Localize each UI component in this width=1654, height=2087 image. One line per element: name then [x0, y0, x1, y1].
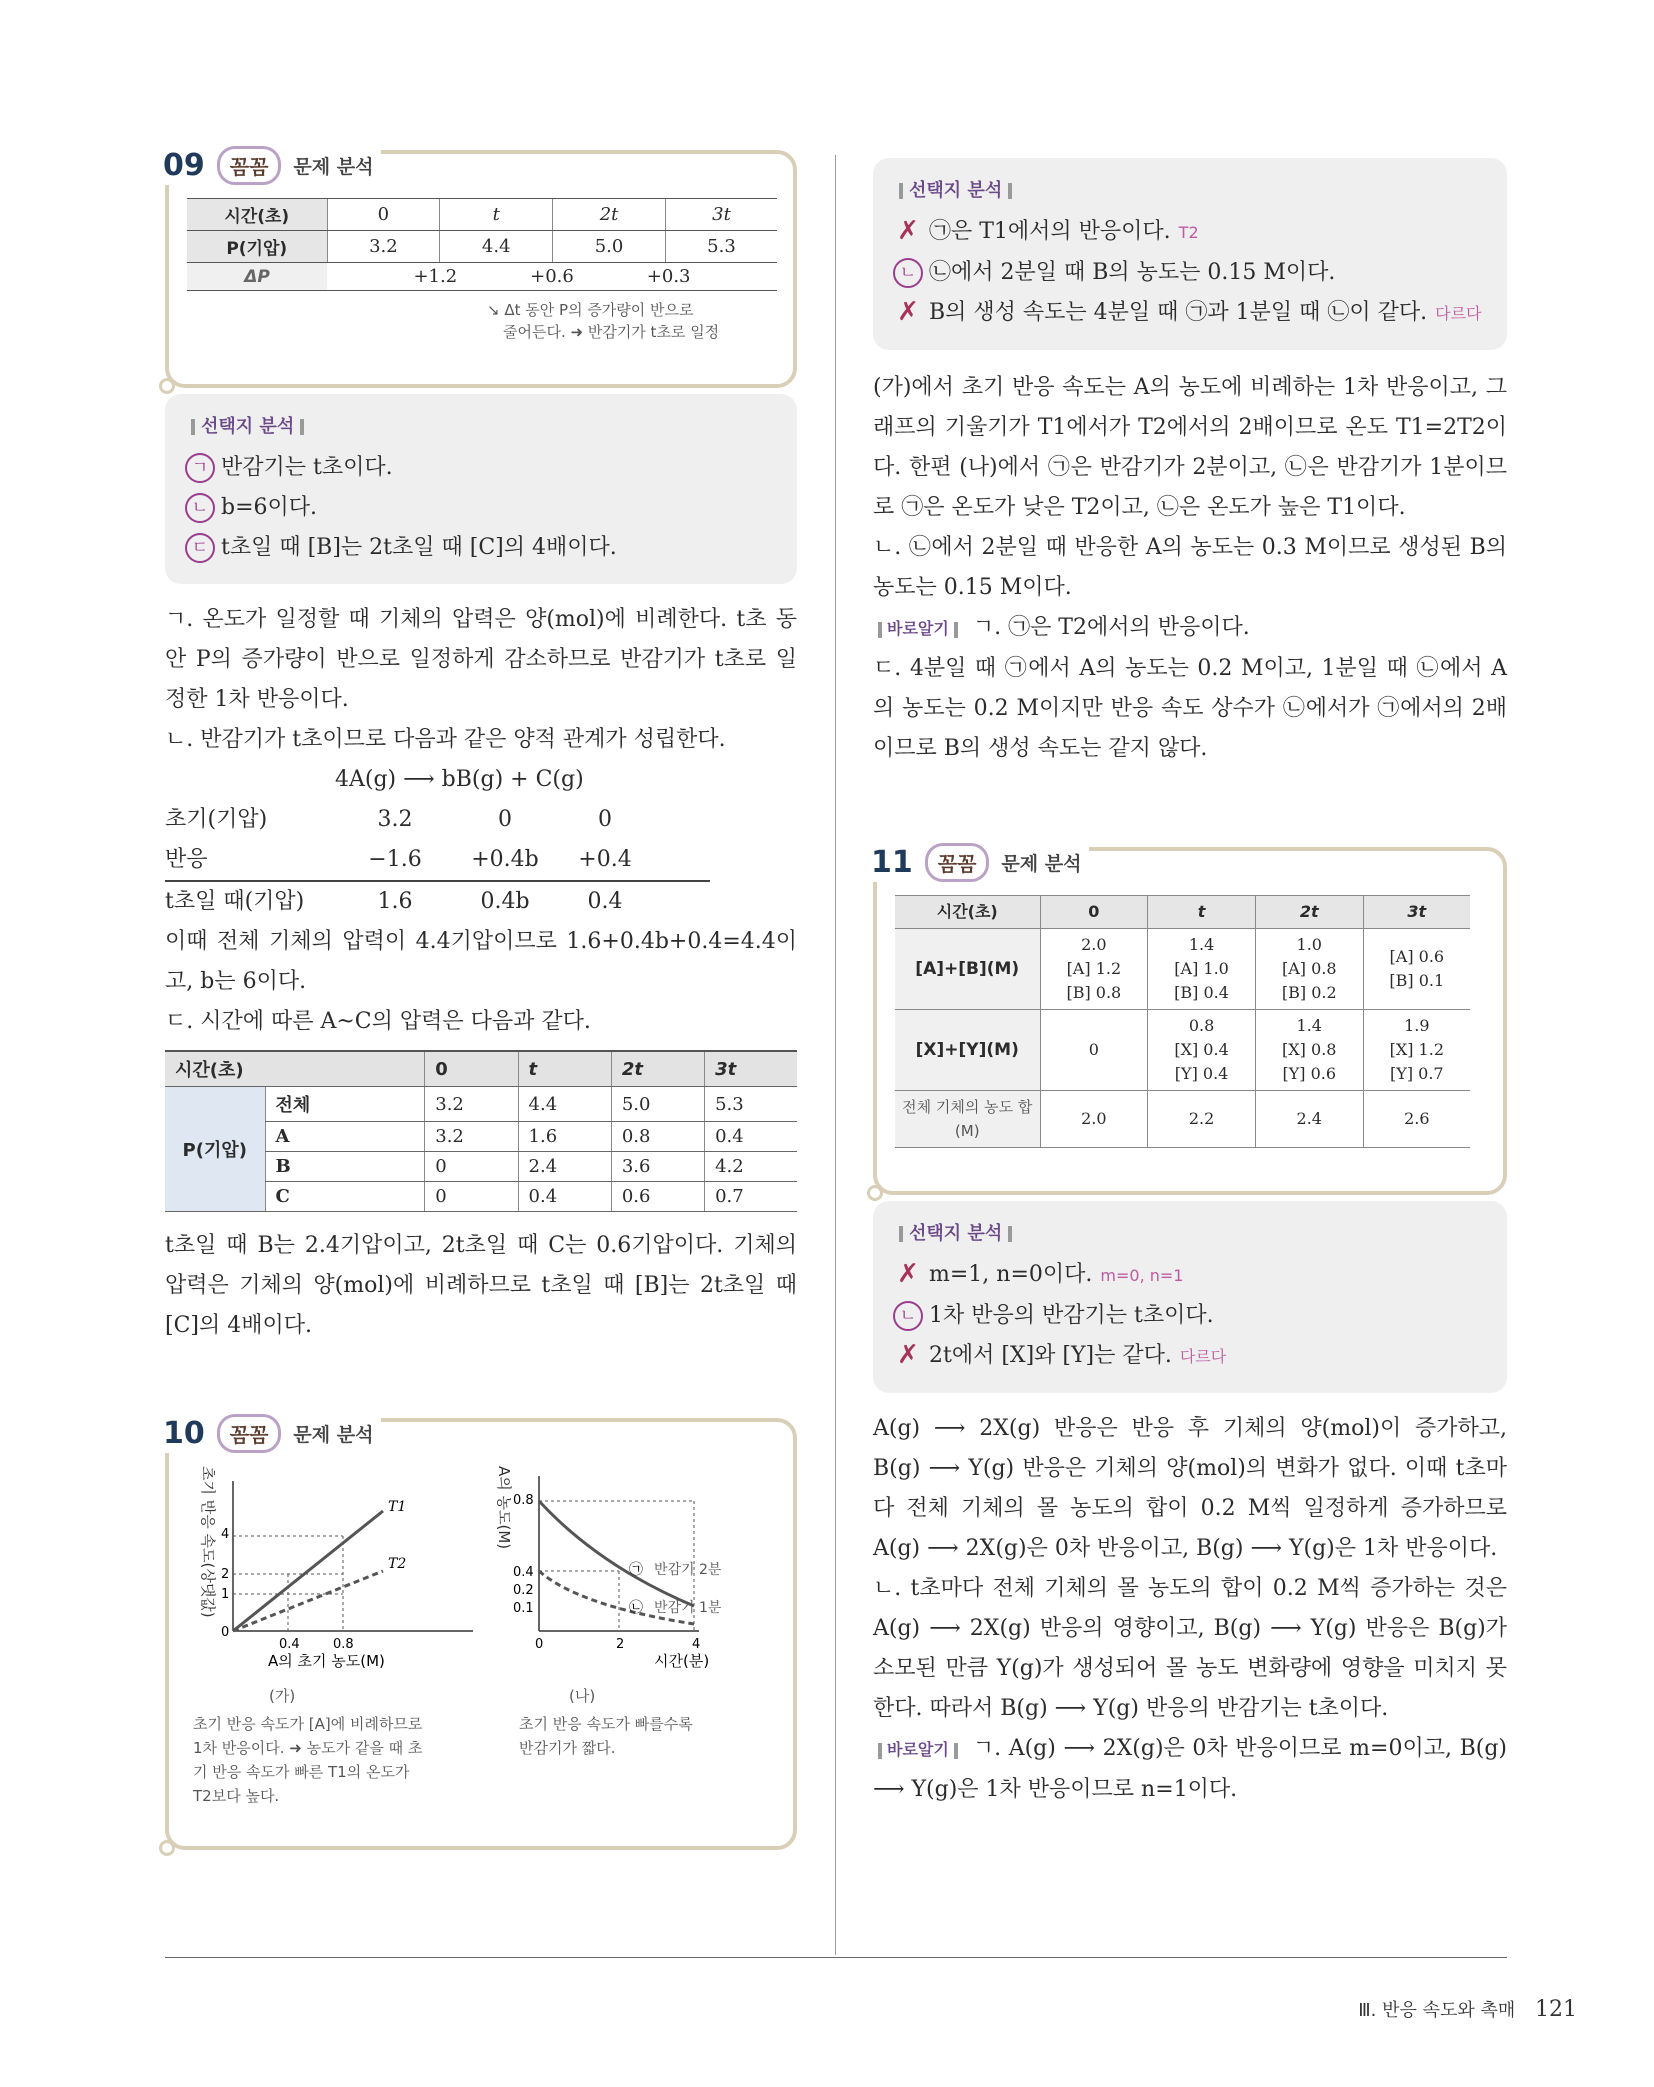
choice-title: 선택지 분석 — [185, 414, 779, 440]
series-t2-label: T2 — [388, 1556, 407, 1572]
series-a-curve — [539, 1501, 694, 1606]
q10-badge: 꼼꼼 — [217, 1414, 282, 1453]
q10-number: 10 — [163, 1416, 205, 1451]
q09-th-time: 시간(초) — [187, 199, 327, 231]
paragraph: ㄱ. 온도가 일정할 때 기체의 압력은 양(mol)에 비례한다. t초 동안 P의 증가량이 반으로 일정하게 감소하므로 반감기가 t초로 일정한 1차 반응이다. — [165, 607, 797, 712]
svg-text:㉠: ㉠ — [629, 1562, 643, 1578]
q09-explanation-2 — [165, 922, 797, 1042]
graph-b-tag: (나) — [569, 1687, 596, 1705]
page-number: 121 — [1535, 1997, 1577, 2022]
paragraph: 바로알기 ㄱ. ㉠은 T2에서의 반응이다. — [873, 608, 1507, 649]
cross-icon: ✗ — [897, 1259, 919, 1289]
cross-icon: ✗ — [897, 1340, 919, 1370]
paragraph: (가)에서 초기 반응 속도는 A의 농도에 비례하는 1차 반응이고, 그래프의 기울기가 T1에서가 T2에서의 2배이므로 온도 T1=2T2이다. 한편 (나)에서 ㉠은 반감기가 2분이고, ㉡은 반감기가 1분이므로 ㉠은 온도가 낮은 T2이고, ㉡은 온도가 높은 T1이다. — [873, 375, 1507, 520]
q09-th: 2t — [553, 199, 666, 231]
q10-analysis-box — [165, 1418, 797, 1850]
q09-p-cell: 5.0 — [553, 231, 666, 263]
svg-text:0.4: 0.4 — [279, 1637, 300, 1652]
q09-p-label: P(기압) — [187, 231, 327, 263]
q10-label: 문제 분석 — [293, 1424, 374, 1446]
paragraph: ㄷ. 4분일 때 ㉠에서 A의 농도는 0.2 M이고, 1분일 때 ㉡에서 A의 농도는 0.2 M이지만 반응 속도 상수가 ㉡에서가 ㉠에서의 2배이므로 B의 생성 속도는 같지 않다. — [873, 656, 1507, 761]
q09-annotation: ↘ Δt 동안 P의 증가량이 반으로 줄어든다. ➜ 반감기가 t초로 일정 — [487, 301, 720, 341]
choice-title: 선택지 분석 — [893, 1221, 1489, 1247]
q11-number: 11 — [871, 845, 913, 880]
bottom-rule — [165, 1957, 1507, 1958]
graph-a-xlabel: A의 초기 농도(M) — [268, 1652, 385, 1670]
choice-item: ㄱ 반감기는 t초이다. — [185, 448, 779, 488]
choice-item: ㄴ 1차 반응의 반감기는 t초이다. — [893, 1296, 1489, 1336]
q09-label: 문제 분석 — [293, 156, 374, 178]
q11-analysis-box — [873, 847, 1507, 1195]
q11-choice-box — [873, 1201, 1507, 1393]
q09-p-cell: 3.2 — [327, 231, 440, 263]
graph-a-tag: (가) — [269, 1687, 296, 1705]
q10-graph-a — [183, 1466, 483, 1676]
page-footer — [1358, 1996, 1577, 2022]
choice-title: 선택지 분석 — [893, 178, 1489, 204]
q10-choice-box — [873, 158, 1507, 350]
q09-th: t — [440, 199, 553, 231]
q09-explanation — [165, 600, 797, 760]
arrow-icon: ↘ — [487, 301, 500, 319]
paragraph: ㄴ. ㉡에서 2분일 때 반응한 A의 농도는 0.3 M이므로 생성된 B의 농도는 0.15 M이다. — [873, 535, 1507, 600]
paragraph: ㄴ. t초마다 전체 기체의 몰 농도의 합이 0.2 M씩 증가하는 것은 A(g) ⟶ 2X(g) 반응의 영향이고, B(g) ⟶ Y(g) 반응은 B(g)가 소모된 만큼 Y(g)가 생성되어 몰 농도 변화량에 영향을 미치지 못한다. 따라서 B(g) ⟶ Y(g) 반응의 반감기는 t초이다. — [873, 1576, 1507, 1721]
stoich-row: 반응 −1.6 +0.4b +0.4 — [165, 840, 710, 882]
paragraph: ㄴ. 반감기가 t초이므로 다음과 같은 양적 관계가 성립한다. — [165, 727, 726, 752]
q11-header — [871, 843, 1089, 882]
stoich-row: 초기(기압) 3.2 0 0 — [165, 807, 612, 832]
svg-text:0.4: 0.4 — [513, 1565, 534, 1580]
q09-dp-label: ΔP — [187, 263, 327, 291]
q09-pressure-table: 시간(초) 0 t 2t 3t P(기압) 전체 3.2 4.4 5.0 5.3 A 3.2 1.6 0.8 0.4 B 0 2.4 3.6 4.2 C 0 0.4 0.6 0.7 — [165, 1050, 797, 1212]
svg-text:0.8: 0.8 — [333, 1637, 354, 1652]
q09-p-cell: 4.4 — [440, 231, 553, 263]
graph-b-caption: 초기 반응 속도가 빠를수록 반감기가 짧다. — [519, 1715, 693, 1757]
svg-text:㉡: ㉡ — [629, 1600, 643, 1616]
choice-item: ✗ B의 생성 속도는 4분일 때 ㉠과 1분일 때 ㉡이 같다. 다르다 — [893, 293, 1489, 334]
series-t1-line — [233, 1511, 383, 1631]
choice-item: ㄴ b=6이다. — [185, 488, 779, 528]
box-dot — [867, 1185, 883, 1201]
svg-text:반감기 2분: 반감기 2분 — [654, 1562, 722, 1578]
q11-badge: 꼼꼼 — [925, 843, 990, 882]
choice-item: ✗ 2t에서 [X]와 [Y]는 같다. 다르다 — [893, 1336, 1489, 1377]
box-dot — [159, 1840, 175, 1856]
svg-text:1: 1 — [221, 1587, 230, 1602]
q10-explanation — [873, 368, 1507, 769]
svg-text:0.8: 0.8 — [513, 1493, 534, 1508]
q09-header — [163, 146, 381, 185]
side-label: P(기압) — [165, 1087, 265, 1212]
choice-item: ㄷ t초일 때 [B]는 2t초일 때 [C]의 4배이다. — [185, 528, 779, 568]
q09-stoichiometry — [165, 760, 797, 922]
svg-text:4: 4 — [221, 1527, 230, 1542]
svg-text:2: 2 — [616, 1637, 625, 1652]
svg-text:반감기 1분: 반감기 1분 — [654, 1600, 722, 1616]
paragraph: 이때 전체 기체의 압력이 4.4기압이므로 1.6+0.4b+0.4=4.4이고, b는 6이다. — [165, 929, 797, 994]
svg-text:0.1: 0.1 — [513, 1601, 534, 1616]
fix-label: 바로알기 — [873, 1730, 963, 1770]
graph-b-ylabel: A의 농도(M) — [495, 1466, 513, 1550]
cross-icon: ✗ — [897, 216, 919, 246]
paragraph: 바로알기 ㄱ. A(g) ⟶ 2X(g)은 0차 반응이므로 m=0이고, B(g) ⟶ Y(g)은 1차 반응이므로 n=1이다. — [873, 1729, 1507, 1810]
q09-number: 09 — [163, 148, 205, 183]
svg-text:0: 0 — [535, 1637, 544, 1652]
graph-b-xlabel: 시간(분) — [654, 1652, 710, 1670]
svg-text:0: 0 — [221, 1625, 230, 1640]
q11-table: 시간(초) 0 t 2t 3t [A]+[B](M) 2.0 [A] 1.2 [B] 0.8 1.4 [A] 1.0 [B] 0.4 1.0 [A] 0.8 [B] 0.2 [A] 0.6 [B] 0.1 [X]+[Y](M) 0 0.8 [X] 0.4 [Y] 0.4 1.4 [X] 0.8 [Y] 0.6 1.9 [X] 1.2 [Y] 0.7 전체 기체의 농도 합(M) 2.0 2.2 2.4 2.6 — [895, 895, 1470, 1148]
choice-item: ㄴ ㉡에서 2분일 때 B의 농도는 0.15 M이다. — [893, 253, 1489, 293]
stoich-row: t초일 때(기압) 1.6 0.4b 0.4 — [165, 889, 623, 914]
svg-text:2: 2 — [221, 1567, 230, 1582]
cross-icon: ✗ — [897, 297, 919, 327]
q11-label: 문제 분석 — [1001, 853, 1082, 875]
q11-explanation — [873, 1409, 1507, 1810]
q09-p-cell: 5.3 — [665, 231, 777, 263]
q09-dp-value: +0.3 — [646, 266, 691, 287]
fix-label: 바로알기 — [873, 609, 963, 649]
q10-header — [163, 1414, 381, 1453]
choice-item: ✗ m=1, n=0이다. m=0, n=1 — [893, 1255, 1489, 1296]
q09-dp-value: +1.2 — [413, 266, 458, 287]
q10-graph-b — [479, 1466, 779, 1676]
paragraph: A(g) ⟶ 2X(g) 반응은 반응 후 기체의 양(mol)이 증가하고, B(g) ⟶ Y(g) 반응은 기체의 양(mol)의 변화가 없다. 이때 t초마다 전체 기체의 몰 농도의 합이 0.2 M씩 일정하게 증가하므로 A(g) ⟶ 2X(g)은 0차 반응이고, B(g) ⟶ Y(g)은 1차 반응이다. — [873, 1416, 1507, 1561]
svg-text:4: 4 — [692, 1637, 701, 1652]
q09-th: 0 — [327, 199, 440, 231]
choice-item: ✗ ㉠은 T1에서의 반응이다. T2 — [893, 212, 1489, 253]
column-divider — [835, 155, 836, 1955]
paragraph: ㄷ. 시간에 따른 A~C의 압력은 다음과 같다. — [165, 1009, 591, 1034]
q09-choice-box — [165, 394, 797, 584]
box-dot — [159, 378, 175, 394]
paragraph: t초일 때 B는 2.4기압이고, 2t초일 때 C는 0.6기압이다. 기체의 압력은 기체의 양(mol)에 비례하므로 t초일 때 [B]는 2t초일 때 [C]의 4배이다. — [165, 1233, 797, 1338]
graph-a-ylabel: 초기 반응 속도(상댓값) — [199, 1466, 217, 1618]
svg-text:0.2: 0.2 — [513, 1583, 534, 1598]
q09-badge: 꼼꼼 — [217, 146, 282, 185]
q09-analysis-box — [165, 150, 797, 388]
series-t2-line — [233, 1571, 383, 1631]
series-b-curve — [539, 1571, 694, 1624]
right-column — [873, 158, 1507, 1810]
q09-table — [187, 198, 777, 291]
q09-explanation-3 — [165, 1226, 797, 1346]
q09-dp-value: +0.6 — [530, 266, 574, 287]
series-t1-label: T1 — [388, 1499, 407, 1515]
graph-a-caption: 초기 반응 속도가 [A]에 비례하므로 1차 반응이다. ➜ 농도가 같을 때 초 기 반응 속도가 빠른 T1의 온도가 T2보다 높다. — [193, 1715, 423, 1805]
section-title: Ⅲ. 반응 속도와 촉매 — [1358, 2000, 1516, 2021]
q09-th: 3t — [665, 199, 777, 231]
left-column — [165, 150, 797, 1850]
reaction-equation: 4A(g) ⟶ bB(g) + C(g) — [335, 767, 584, 792]
